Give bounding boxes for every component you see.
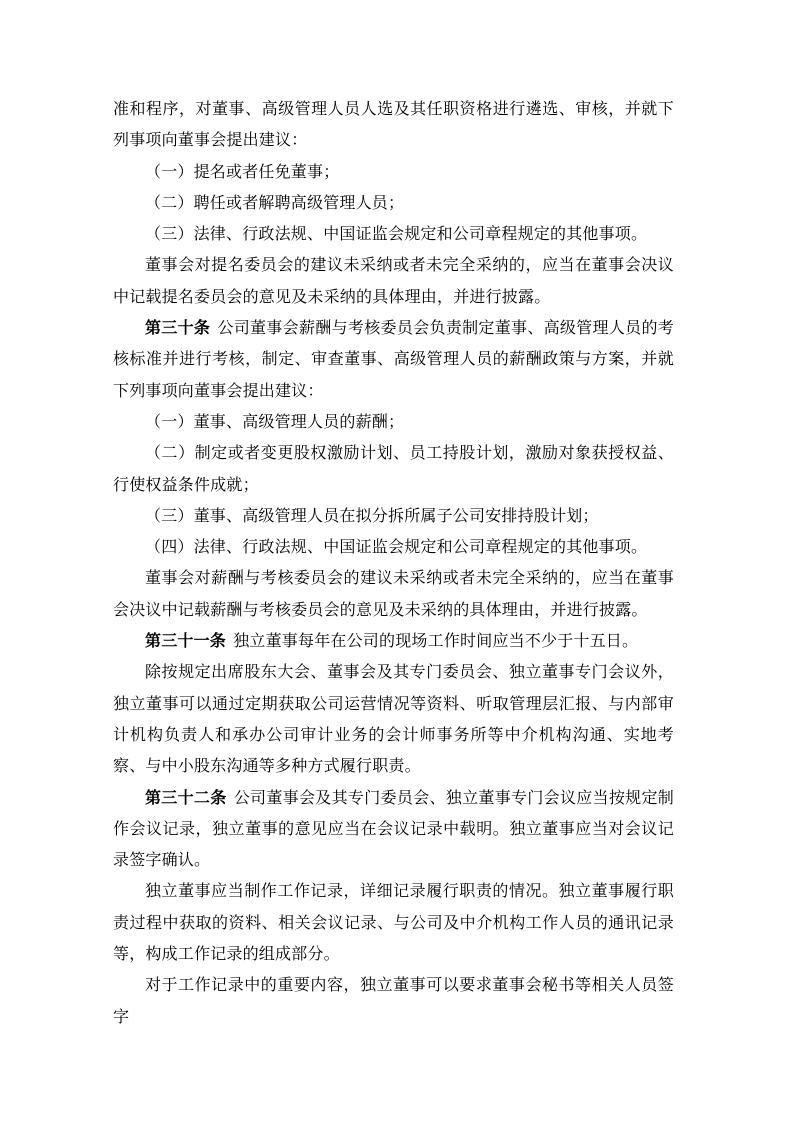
paragraph-text: 独立董事应当制作工作记录，详细记录履行职责的情况。独立董事履行职责过程中获取的资料、相关会议记录、与公司及中介机构工作人员的通讯记录等，构成工作记录的组成部分。 — [113, 883, 674, 964]
paragraph — [113, 313, 674, 407]
paragraph — [113, 250, 674, 313]
paragraph-text: （二）制定或者变更股权激励计划、员工持股计划，激励对象获授权益、行使权益条件成就； — [113, 445, 674, 494]
paragraph — [113, 657, 674, 782]
article-number: 第三十一条 — [145, 633, 227, 651]
paragraph-text: 公司董事会薪酬与考核委员会负责制定董事、高级管理人员的考核标准并进行考核，制定、审查董事、高级管理人员的薪酬政策与方案，并就下列事项向董事会提出建议： — [113, 320, 674, 400]
article-number: 第三十二条 — [145, 789, 227, 807]
paragraph-text: 独立董事每年在公司的现场工作时间应当不少于十五日。 — [233, 633, 639, 651]
paragraph-text: （一）董事、高级管理人员的薪酬； — [145, 413, 405, 431]
paragraph-text: 董事会对提名委员会的建议未采纳或者未完全采纳的，应当在董事会决议中记载提名委员会的意见及未采纳的具体理由，并进行披露。 — [113, 257, 674, 306]
paragraph — [113, 219, 674, 250]
paragraph — [113, 188, 674, 219]
paragraph — [113, 563, 674, 626]
paragraph — [113, 94, 674, 157]
paragraph-text: （二）聘任或者解聘高级管理人员； — [145, 194, 405, 212]
paragraph-text: （三）法律、行政法规、中国证监会规定和公司章程规定的其他事项。 — [145, 226, 648, 244]
paragraph-text: （一）提名或者任免董事； — [145, 163, 340, 181]
paragraph — [113, 532, 674, 563]
document-body — [113, 94, 674, 1033]
paragraph-text: 董事会对薪酬与考核委员会的建议未采纳或者未完全采纳的，应当在董事会决议中记载薪酬与考核委员会的意见及未采纳的具体理由，并进行披露。 — [113, 570, 674, 619]
paragraph-text: 除按规定出席股东大会、董事会及其专门委员会、独立董事专门会议外，独立董事可以通过定期获取公司运营情况等资料、听取管理层汇报、与内部审计机构负责人和承办公司审计业务的会计师事务所等中介机构沟通、实地考察、与中小股东沟通等多种方式履行职责。 — [113, 664, 674, 776]
paragraph — [113, 783, 674, 877]
paragraph-text: （四）法律、行政法规、中国证监会规定和公司章程规定的其他事项。 — [145, 539, 648, 557]
paragraph — [113, 501, 674, 532]
paragraph-text: 对于工作记录中的重要内容，独立董事可以要求董事会秘书等相关人员签字 — [113, 977, 674, 1026]
paragraph — [113, 876, 674, 970]
paragraph — [113, 970, 674, 1033]
paragraph-text: （三）董事、高级管理人员在拟分拆所属子公司安排持股计划； — [145, 507, 599, 525]
paragraph — [113, 407, 674, 438]
paragraph-text: 公司董事会及其专门委员会、独立董事专门会议应当按规定制作会议记录，独立董事的意见应当在会议记录中载明。独立董事应当对会议记录签字确认。 — [113, 789, 674, 870]
paragraph — [113, 438, 674, 501]
paragraph — [113, 626, 674, 657]
paragraph-text: 准和程序，对董事、高级管理人员人选及其任职资格进行遴选、审核，并就下列事项向董事会提出建议： — [113, 101, 674, 150]
paragraph — [113, 157, 674, 188]
article-number: 第三十条 — [145, 320, 211, 338]
